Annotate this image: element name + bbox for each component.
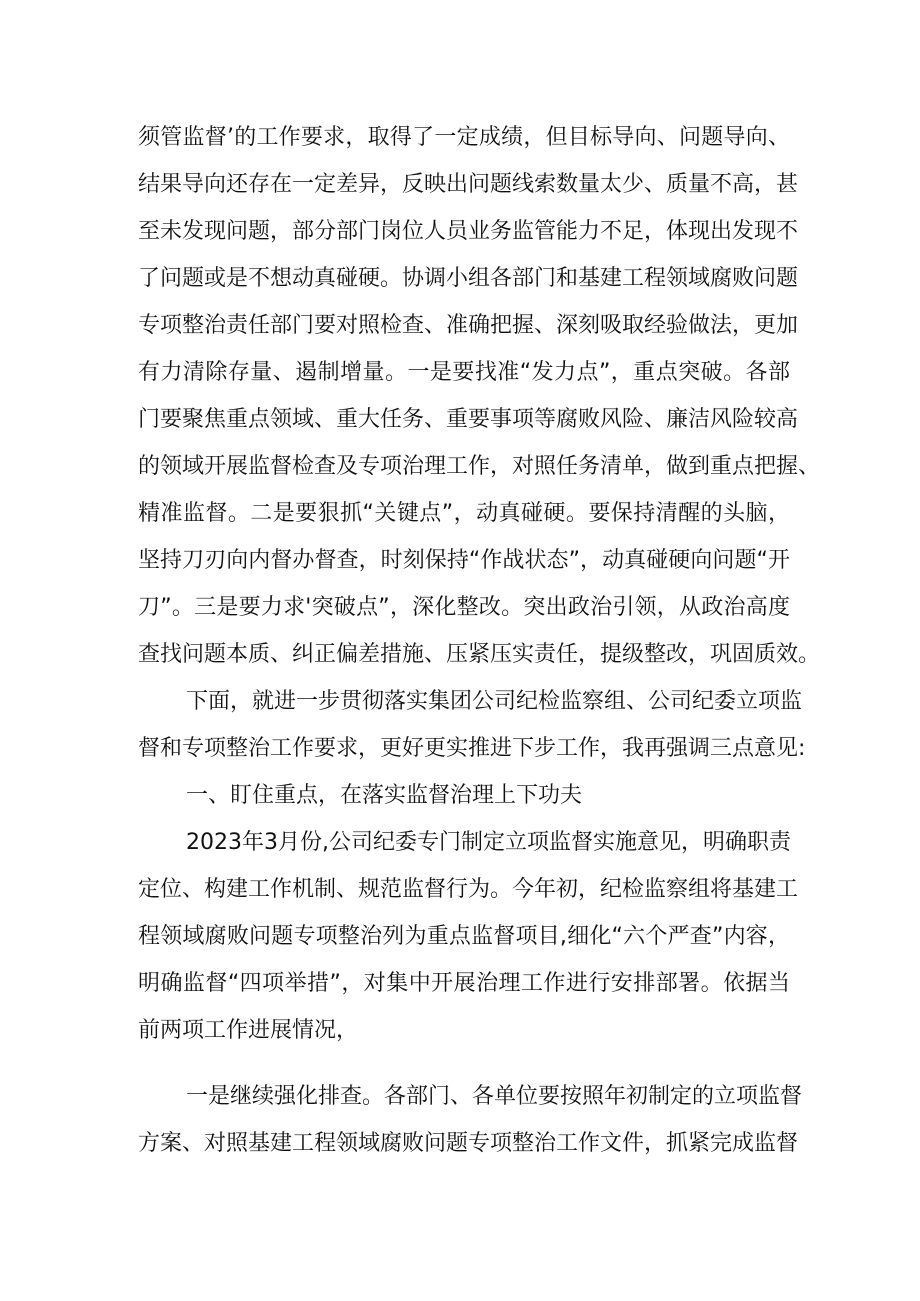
text-line: 程领域腐败问题专项整治列为重点监督项目,细化“六个严查”内容， [138, 924, 790, 949]
text-line: 专项整治责任部门要对照检查、准确把握、深刻吸取经验做法，更加 [138, 313, 799, 338]
text-line: 一是继续强化排查。各部门、各单位要按照年初制定的立项监督 [186, 1084, 803, 1109]
section-heading: 一、盯住重点，在落实监督治理上下功夫 [186, 783, 583, 808]
text-line: 至未发现问题，部分部门岗位人员业务监管能力不足，体现出发现不 [138, 219, 799, 244]
text-line: 有力清除存量、遏制增量。一是要找准“发力点”，重点突破。各部 [138, 360, 790, 385]
text-line: 精准监督。二是要狠抓“关键点”，动真碰硬。要保持清醒的头脑， [138, 501, 790, 526]
text-line: 结果导向还存在一定差异，反映出问题线索数量太少、质量不高，甚 [138, 172, 799, 197]
text-line: 2023年3月份,公司纪委专门制定立项监督实施意见，明确职责 [186, 830, 791, 855]
text-line: 须管监督’的工作要求，取得了一定成绩，但目标导向、问题导向、 [138, 125, 790, 150]
text-line: 督和专项整治工作要求，更好更实推进下步工作，我再强调三点意见: [138, 736, 806, 761]
text-line: 刀”。三是要力求'突破点”，深化整改。突出政治引领，从政治高度 [138, 595, 790, 620]
text-line: 了问题或是不想动真碰硬。协调小组各部门和基建工程领域腐败问题 [138, 266, 799, 291]
text-line: 方案、对照基建工程领域腐败问题专项整治工作文件，抓紧完成监督 [138, 1131, 799, 1156]
text-line: 定位、构建工作机制、规范监督行为。今年初，纪检监察组将基建工 [138, 877, 799, 902]
text-line: 前两项工作进展情况， [138, 1018, 359, 1043]
text-line: 查找问题本质、纠正偏差措施、压紧压实责任，提级整改，巩固质效。 [138, 642, 821, 667]
text-line: 下面，就进一步贯彻落实集团公司纪检监察组、公司纪委立项监 [186, 689, 803, 714]
text-line: 明确监督“四项举措”，对集中开展治理工作进行安排部署。依据当 [138, 971, 790, 996]
text-line: 坚持刀刃向内督办督查，时刻保持“作战状态”，动真碰硬向问题“开 [138, 548, 790, 573]
text-line: 门要聚焦重点领域、重大任务、重要事项等腐败风险、廉洁风险较高 [138, 407, 799, 432]
text-line: 的领域开展监督检查及专项治理工作，对照任务清单，做到重点把握、 [138, 454, 821, 479]
